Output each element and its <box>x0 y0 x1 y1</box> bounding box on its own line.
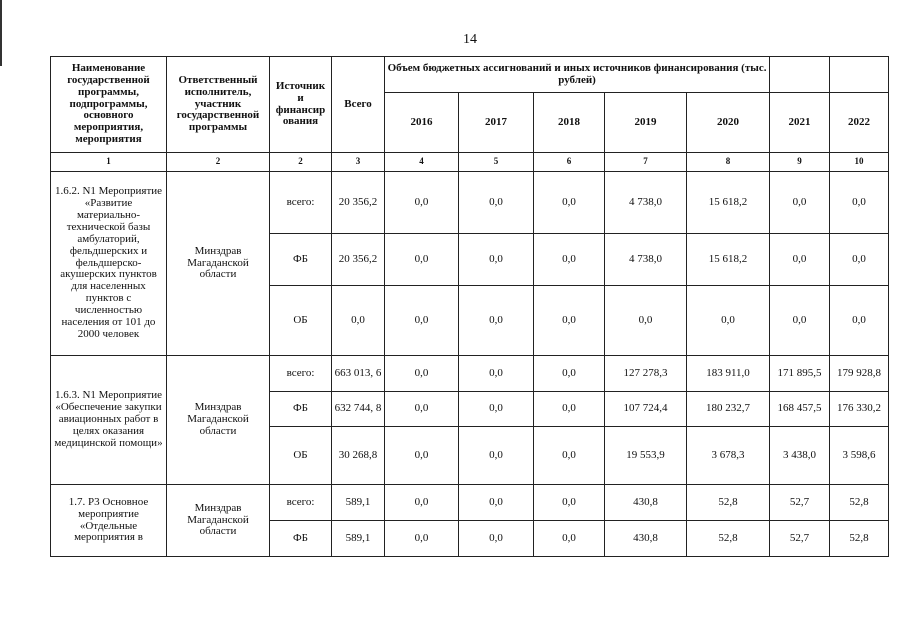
value-2018: 0,0 <box>534 392 605 427</box>
value-2017: 0,0 <box>459 356 534 392</box>
value-2017: 0,0 <box>459 485 534 521</box>
value-2019: 430,8 <box>605 521 687 557</box>
value-2022: 176 330,2 <box>830 392 889 427</box>
year-header: 2022 <box>830 93 889 153</box>
value-2016: 0,0 <box>385 427 459 485</box>
value-2021: 0,0 <box>770 172 830 234</box>
value-total: 30 268,8 <box>332 427 385 485</box>
value-2022: 52,8 <box>830 521 889 557</box>
value-2020: 0,0 <box>687 286 770 356</box>
value-2020: 52,8 <box>687 521 770 557</box>
year-header: 2018 <box>534 93 605 153</box>
column-number: 4 <box>385 153 459 172</box>
value-2017: 0,0 <box>459 427 534 485</box>
value-total: 589,1 <box>332 521 385 557</box>
year-header: 2020 <box>687 93 770 153</box>
value-2021: 168 457,5 <box>770 392 830 427</box>
value-2021: 0,0 <box>770 234 830 286</box>
col-header-source: Источник и финансир ования <box>270 57 332 153</box>
value-2018: 0,0 <box>534 172 605 234</box>
year-header: 2021 <box>770 93 830 153</box>
value-2022: 179 928,8 <box>830 356 889 392</box>
value-2020: 180 232,7 <box>687 392 770 427</box>
value-2017: 0,0 <box>459 172 534 234</box>
funding-source: всего: <box>270 356 332 392</box>
col-header-blank-b <box>830 57 889 93</box>
col-header-blank-a <box>770 57 830 93</box>
column-number: 6 <box>534 153 605 172</box>
col-header-name: Наименование государственной программы, подпрограммы, основного мероприятия, мероприятия <box>51 57 167 153</box>
year-header: 2019 <box>605 93 687 153</box>
activity-responsible: Минздрав Магаданской области <box>167 485 270 557</box>
funding-source: ОБ <box>270 427 332 485</box>
value-2019: 127 278,3 <box>605 356 687 392</box>
year-header: 2017 <box>459 93 534 153</box>
column-number: 10 <box>830 153 889 172</box>
value-2018: 0,0 <box>534 234 605 286</box>
activity-name: 1.6.2. N1 Мероприятие «Развитие материально-технической базы амбулаторий, фельдшерских и фельдшерско-акушерских пунктов для населенных пунктов с численностью населения от 101 до 2000 человек <box>51 172 167 356</box>
value-2017: 0,0 <box>459 392 534 427</box>
column-number-row <box>51 153 889 172</box>
column-number: 8 <box>687 153 770 172</box>
value-2019: 4 738,0 <box>605 234 687 286</box>
budget-table <box>50 56 889 557</box>
funding-source: всего: <box>270 172 332 234</box>
activity-responsible: Минздрав Магаданской области <box>167 172 270 356</box>
activity-responsible: Минздрав Магаданской области <box>167 356 270 485</box>
col-header-group: Объем бюджетных ассигнований и иных источников финансирования (тыс. рублей) <box>385 57 770 93</box>
funding-source: ФБ <box>270 521 332 557</box>
funding-source: всего: <box>270 485 332 521</box>
value-2020: 183 911,0 <box>687 356 770 392</box>
value-2016: 0,0 <box>385 172 459 234</box>
value-2018: 0,0 <box>534 521 605 557</box>
value-total: 663 013, 6 <box>332 356 385 392</box>
value-2019: 4 738,0 <box>605 172 687 234</box>
value-2018: 0,0 <box>534 427 605 485</box>
value-2018: 0,0 <box>534 485 605 521</box>
value-2022: 3 598,6 <box>830 427 889 485</box>
activity-name: 1.6.3. N1 Мероприятие «Обеспечение закупки авиационных работ в целях оказания медицинской помощи» <box>51 356 167 485</box>
value-2020: 3 678,3 <box>687 427 770 485</box>
value-2016: 0,0 <box>385 521 459 557</box>
value-2016: 0,0 <box>385 234 459 286</box>
value-2018: 0,0 <box>534 286 605 356</box>
value-2021: 52,7 <box>770 485 830 521</box>
value-2016: 0,0 <box>385 286 459 356</box>
value-2019: 430,8 <box>605 485 687 521</box>
value-2018: 0,0 <box>534 356 605 392</box>
value-2022: 0,0 <box>830 172 889 234</box>
table-row <box>51 485 889 521</box>
column-number: 9 <box>770 153 830 172</box>
value-2022: 0,0 <box>830 234 889 286</box>
column-number: 2 <box>167 153 270 172</box>
value-total: 20 356,2 <box>332 172 385 234</box>
value-2017: 0,0 <box>459 234 534 286</box>
funding-source: ФБ <box>270 234 332 286</box>
value-2019: 0,0 <box>605 286 687 356</box>
value-2021: 3 438,0 <box>770 427 830 485</box>
value-total: 0,0 <box>332 286 385 356</box>
value-total: 20 356,2 <box>332 234 385 286</box>
value-2021: 0,0 <box>770 286 830 356</box>
value-2017: 0,0 <box>459 521 534 557</box>
value-2016: 0,0 <box>385 356 459 392</box>
value-2020: 15 618,2 <box>687 234 770 286</box>
value-2016: 0,0 <box>385 392 459 427</box>
table-row <box>51 356 889 392</box>
value-2017: 0,0 <box>459 286 534 356</box>
year-header: 2016 <box>385 93 459 153</box>
value-2019: 19 553,9 <box>605 427 687 485</box>
value-2020: 52,8 <box>687 485 770 521</box>
value-2016: 0,0 <box>385 485 459 521</box>
column-number: 7 <box>605 153 687 172</box>
value-total: 632 744, 8 <box>332 392 385 427</box>
column-number: 1 <box>51 153 167 172</box>
funding-source: ОБ <box>270 286 332 356</box>
table-row <box>51 172 889 234</box>
activity-name: 1.7. Р3 Основное мероприятие «Отдельные мероприятия в <box>51 485 167 557</box>
column-number: 3 <box>332 153 385 172</box>
value-2020: 15 618,2 <box>687 172 770 234</box>
value-2019: 107 724,4 <box>605 392 687 427</box>
value-2021: 52,7 <box>770 521 830 557</box>
value-2022: 52,8 <box>830 485 889 521</box>
value-total: 589,1 <box>332 485 385 521</box>
value-2021: 171 895,5 <box>770 356 830 392</box>
funding-source: ФБ <box>270 392 332 427</box>
col-header-responsible: Ответственный исполнитель, участник государственной программы <box>167 57 270 153</box>
value-2022: 0,0 <box>830 286 889 356</box>
column-number: 2 <box>270 153 332 172</box>
col-header-total: Всего <box>332 57 385 153</box>
column-number: 5 <box>459 153 534 172</box>
page-number: 14 <box>463 32 477 47</box>
